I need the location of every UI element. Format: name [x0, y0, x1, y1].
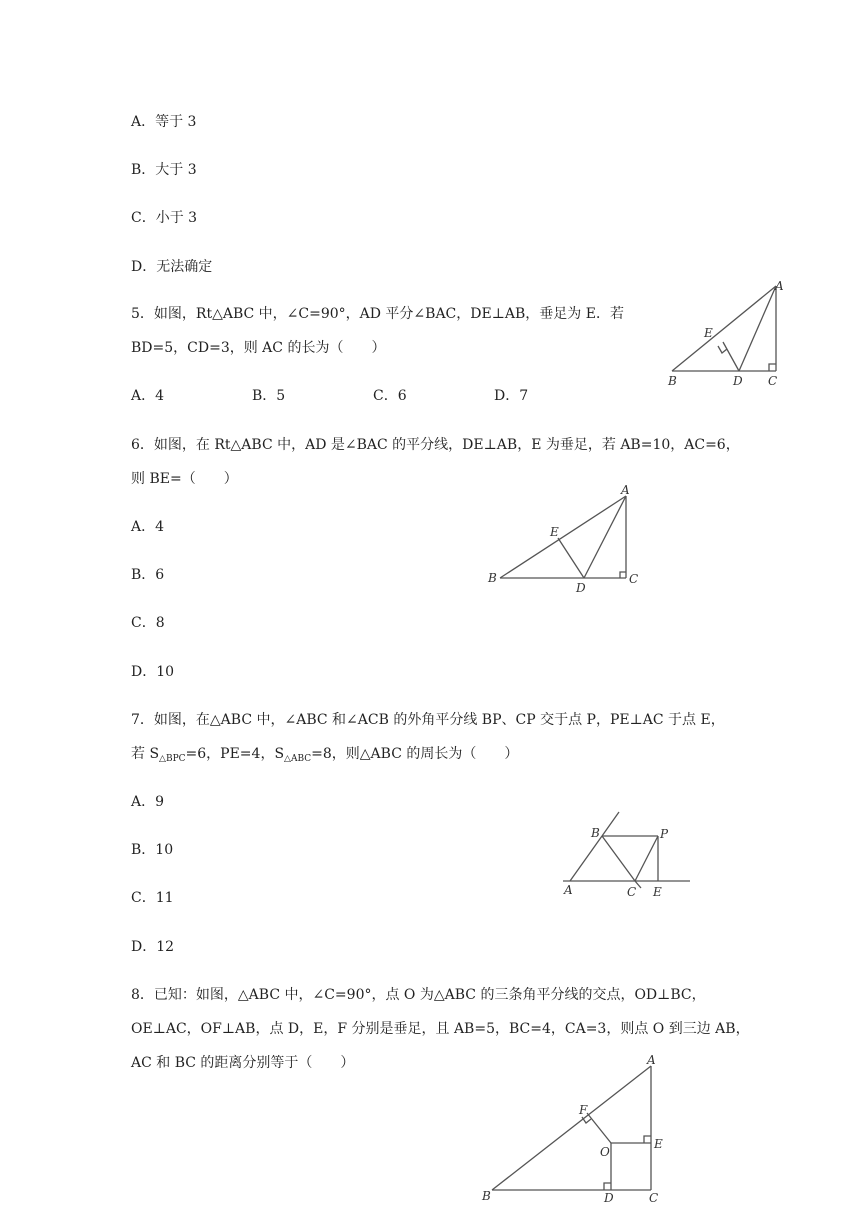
q8-label-a: A	[647, 1053, 656, 1067]
q6-option-d: D．10	[131, 664, 175, 680]
q6-label-c: C	[629, 572, 639, 586]
q5-option-a: A．4	[131, 388, 165, 404]
q7-option-d: D．12	[131, 939, 175, 955]
q8-stem-line2: OE⊥AC，OF⊥AB，点 D，E，F 分别是垂足，且 AB=5，BC=4，CA=3，则点 O 到三边 AB，	[131, 1021, 750, 1037]
q5-stem-line1: 5．如图，Rt△ABC 中，∠C=90°，AD 平分∠BAC，DE⊥AB，垂足为 E．若	[131, 306, 624, 322]
q8-label-b: B	[482, 1189, 491, 1203]
q6-label-b: B	[488, 571, 497, 585]
q7-label-a: A	[564, 883, 573, 897]
q6-figure	[480, 482, 650, 594]
q5-option-b: B．5	[252, 388, 286, 404]
q8-label-f: F	[579, 1103, 588, 1117]
q7-label-p: P	[660, 827, 669, 841]
q7-line2-part2: =6，PE=4，S	[185, 746, 285, 762]
q8-figure	[475, 1052, 675, 1212]
q5-label-b: B	[668, 374, 677, 388]
q5-figure	[660, 278, 790, 390]
q8-label-c: C	[649, 1191, 659, 1205]
q8-stem-line1: 8．已知：如图，△ABC 中，∠C=90°，点 O 为△ABC 的三条角平分线的交点，OD⊥BC，	[131, 987, 706, 1003]
q7-stem-line2	[131, 745, 518, 763]
q7-subscript-abc: △ABC	[284, 754, 312, 764]
q7-option-b: B．10	[131, 842, 174, 858]
q5-label-a: A	[775, 279, 784, 293]
q6-option-b: B．6	[131, 567, 165, 583]
q8-label-e: E	[654, 1137, 663, 1151]
q7-line2-part3: =8，则△ABC 的周长为（ ）	[311, 746, 519, 762]
q5-option-c: C．6	[373, 388, 407, 404]
q5-label-d: D	[733, 374, 743, 388]
q6-label-d: D	[576, 581, 586, 594]
q7-label-e: E	[653, 885, 662, 899]
q4-option-a: A．等于 3	[131, 114, 197, 130]
q7-figure	[555, 808, 700, 900]
q7-line2-part1: 若 S	[131, 746, 160, 762]
q5-label-c: C	[768, 374, 778, 388]
q7-option-c: C．11	[131, 890, 174, 906]
q4-option-d: D．无法确定	[131, 259, 213, 275]
q7-stem-line1: 7．如图，在△ABC 中，∠ABC 和∠ACB 的外角平分线 BP、CP 交于点 P，PE⊥AC 于点 E，	[131, 712, 725, 728]
q6-label-a: A	[621, 483, 630, 497]
q6-option-a: A．4	[131, 519, 165, 535]
q7-option-a: A．9	[131, 794, 165, 810]
q6-stem-line2: 则 BE=（ ）	[131, 471, 238, 487]
q5-label-e: E	[704, 326, 713, 340]
q7-label-c: C	[627, 885, 637, 899]
q8-stem-line3: AC 和 BC 的距离分别等于（ ）	[131, 1055, 355, 1071]
q4-option-b: B．大于 3	[131, 162, 197, 178]
q5-option-d: D．7	[494, 388, 529, 404]
q6-option-c: C．8	[131, 615, 165, 631]
q4-option-c: C．小于 3	[131, 210, 198, 226]
q6-stem-line1: 6．如图，在 Rt△ABC 中，AD 是∠BAC 的平分线，DE⊥AB，E 为垂足，若 AB=10，AC=6，	[131, 437, 740, 453]
q7-label-b: B	[591, 826, 600, 840]
q8-label-d: D	[604, 1191, 614, 1205]
q7-subscript-bpc: △BPC	[159, 754, 186, 764]
q6-label-e: E	[550, 525, 559, 539]
q8-label-o: O	[600, 1145, 610, 1159]
q5-stem-line2: BD=5，CD=3，则 AC 的长为（ ）	[131, 340, 386, 356]
